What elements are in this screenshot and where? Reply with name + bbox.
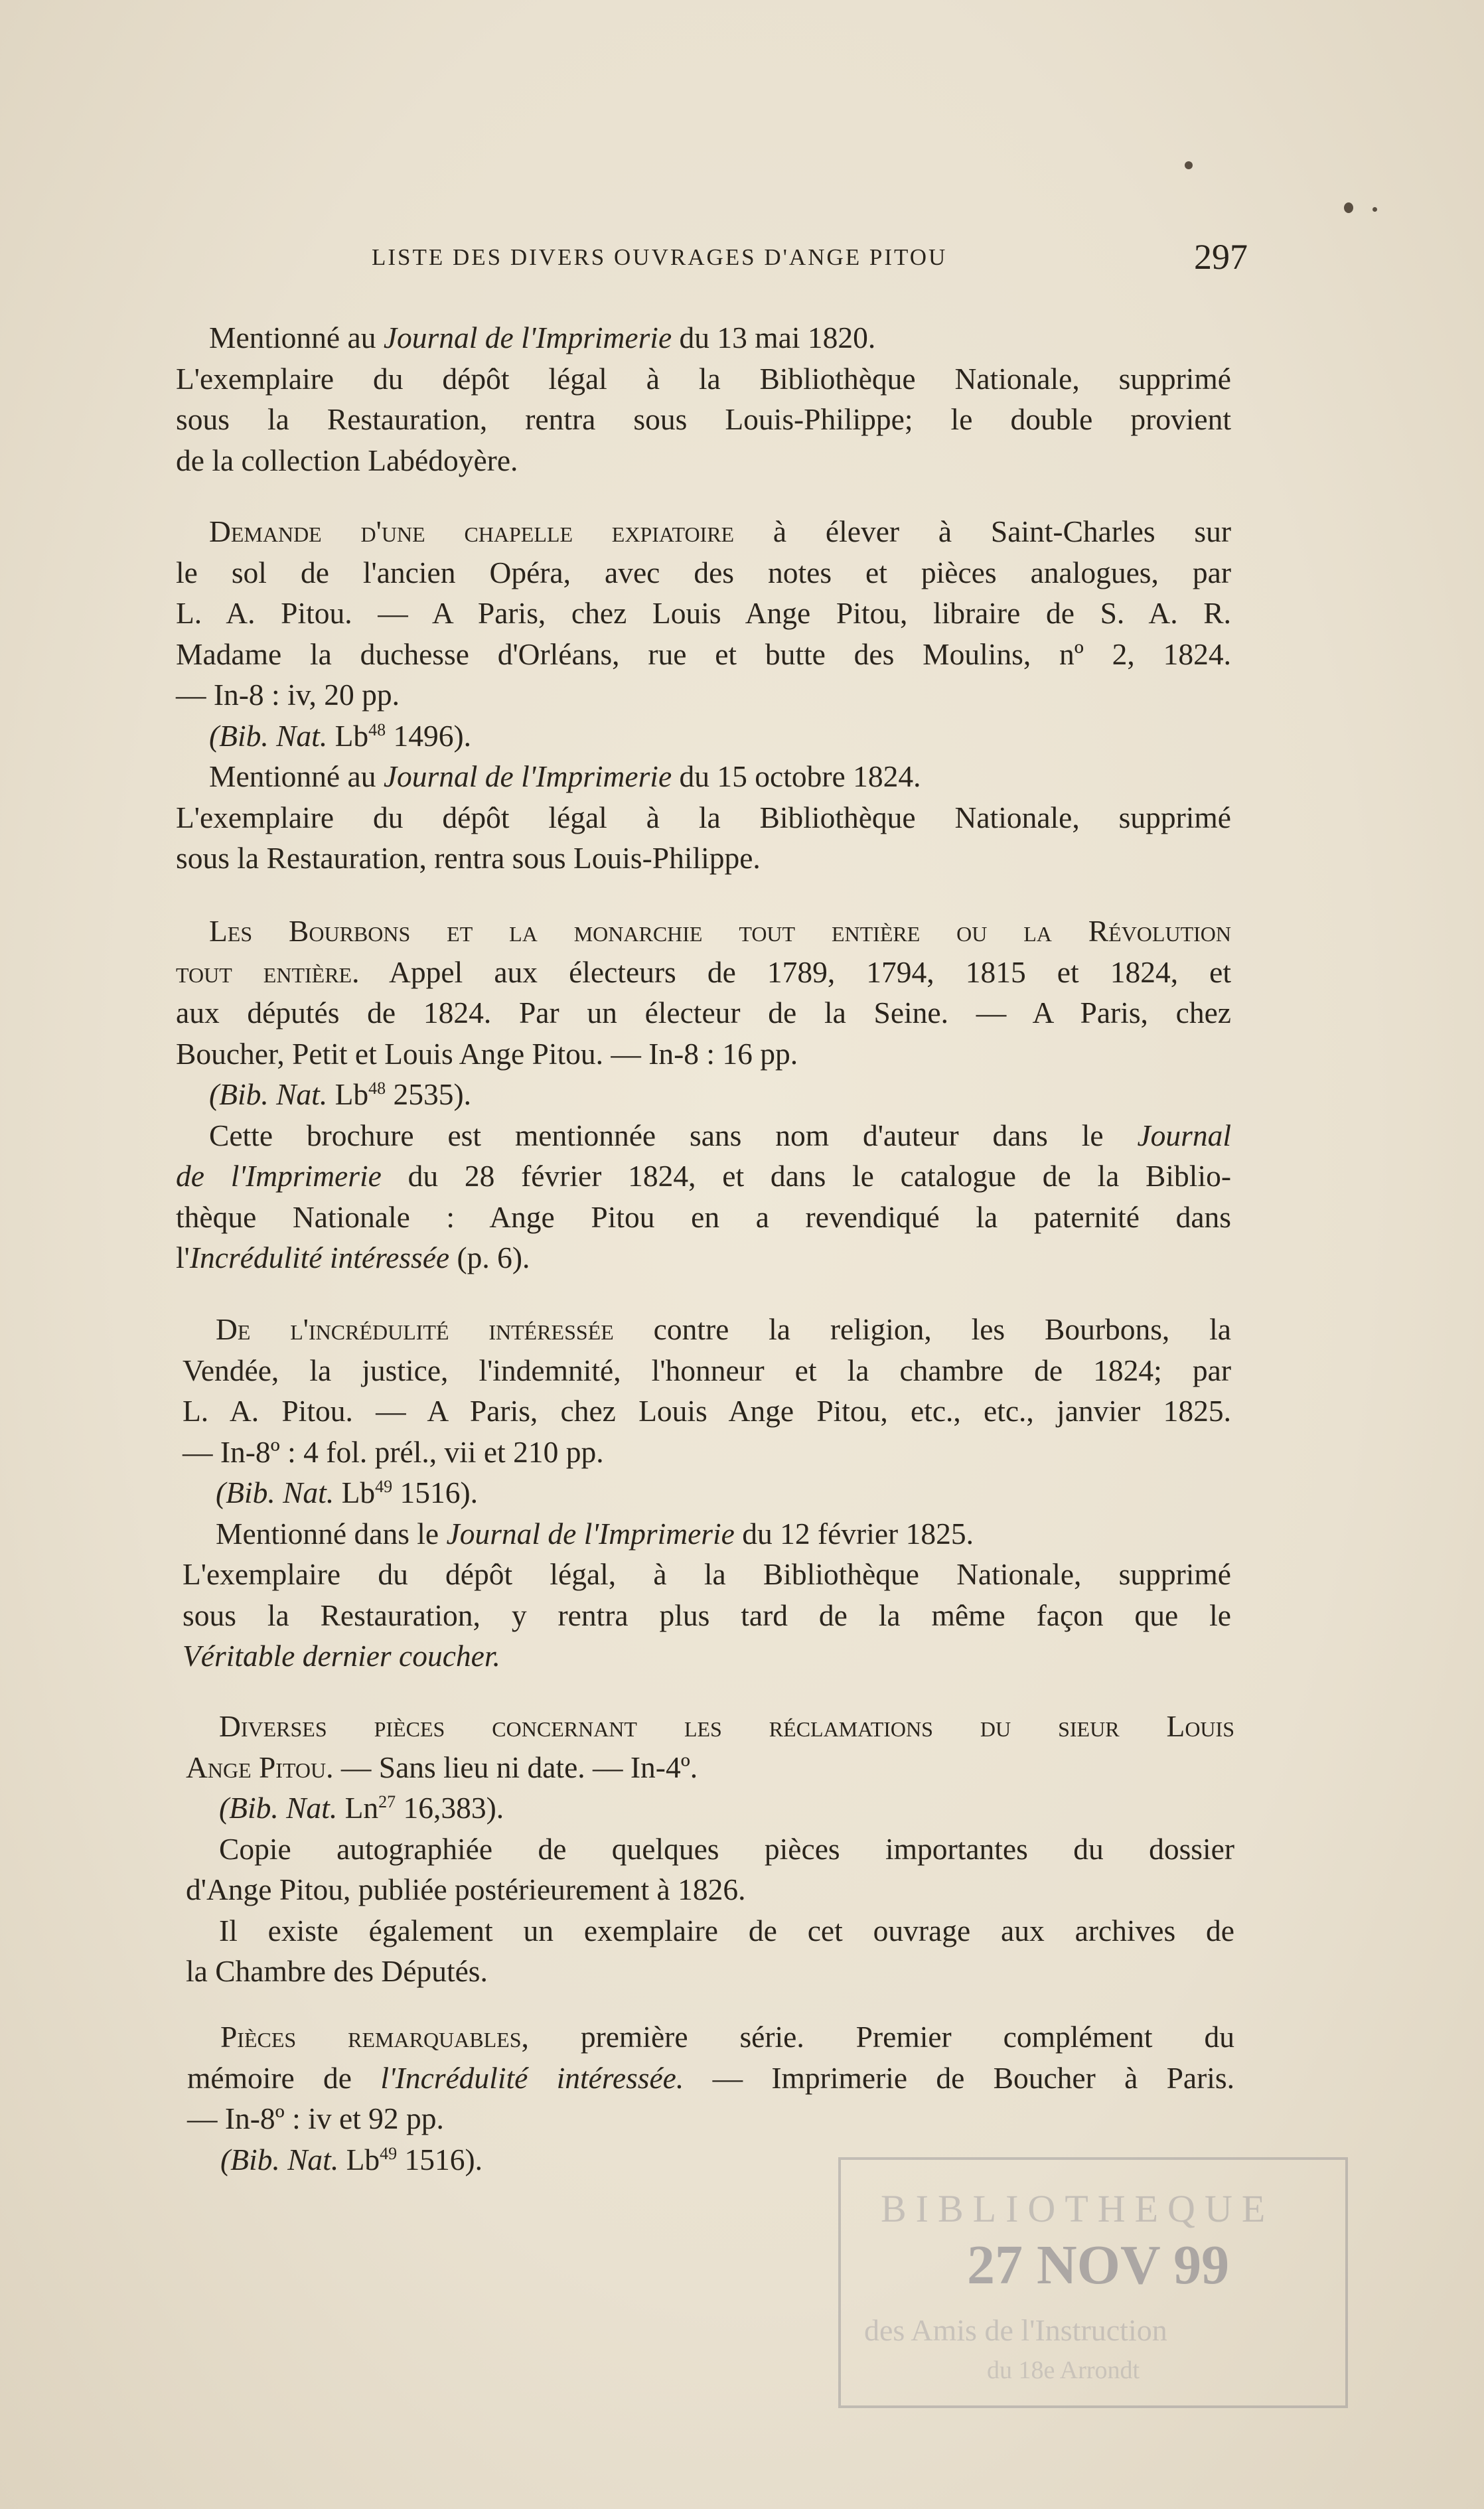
text-line: — In-8º : 4 fol. prél., vii et 210 pp. bbox=[183, 1434, 604, 1469]
text-line: L. A. Pitou. — A Paris, chez Louis Ange Pitou, etc., etc., janvier 1825. bbox=[183, 1394, 1231, 1428]
text-line: Madame la duchesse d'Orléans, rue et butte des Moulins, nº 2, 1824. bbox=[176, 637, 1231, 671]
text-line: — In-8 : iv, 20 pp. bbox=[176, 678, 400, 712]
bibliography-entry bbox=[187, 2016, 1234, 2180]
entry-title-line: Pièces remarquables, première série. Premier complément du bbox=[220, 2020, 1234, 2054]
text-line: L. A. Pitou. — A Paris, chez Louis Ange Pitou, libraire de S. A. R. bbox=[176, 596, 1231, 630]
text-line: Ange Pitou. — Sans lieu ni date. — In-4º. bbox=[186, 1750, 698, 1784]
bibliography-entry bbox=[176, 911, 1231, 1278]
text-line: aux députés de 1824. Par un électeur de la Seine. — A Paris, chez bbox=[176, 996, 1231, 1029]
text-line: Boucher, Petit et Louis Ange Pitou. — In-8 : 16 pp. bbox=[176, 1036, 798, 1071]
text-line: sous la Restauration, rentra sous Louis-Philippe. bbox=[176, 841, 761, 875]
text-line: tout entière. Appel aux électeurs de 1789, 1794, 1815 et 1824, et bbox=[176, 954, 1231, 989]
entry-title-line: Demande d'une chapelle expiatoire à élever à Saint-Charles sur bbox=[209, 514, 1231, 548]
library-reference: (Bib. Nat. Lb$^{48}$ 2535). bbox=[209, 1077, 472, 1111]
text-line: Mentionné au Journal de l'Imprimerie du 15 octobre 1824. bbox=[209, 759, 921, 793]
ink-speck bbox=[1373, 207, 1377, 212]
text-line: L'exemplaire du dépôt légal à la Bibliothèque Nationale, supprimé bbox=[176, 361, 1231, 396]
text-line: d'Ange Pitou, publiée postérieurement à 1826. bbox=[186, 1872, 746, 1906]
text-line: mémoire de l'Incrédulité intéressée. — Imprimerie de Boucher à Paris. bbox=[187, 2060, 1234, 2095]
entry-title-line: De l'incrédulité intéressée contre la religion, les Bourbons, la bbox=[216, 1312, 1231, 1346]
entry-title-line: Les Bourbons et la monarchie tout entière ou la Révolution bbox=[209, 914, 1231, 948]
library-reference: (Bib. Nat. Lb$^{49}$ 1516). bbox=[216, 1476, 479, 1509]
library-reference: (Bib. Nat. Lb$^{48}$ 1496). bbox=[209, 718, 472, 753]
text-line: sous la Restauration, y rentra plus tard de la même façon que le bbox=[183, 1598, 1231, 1632]
entry-title-line: Diverses pièces concernant les réclamations du sieur Louis bbox=[219, 1709, 1234, 1743]
text-line: — In-8º : iv et 92 pp. bbox=[187, 2101, 444, 2135]
text-line: L'exemplaire du dépôt légal, à la Bibliothèque Nationale, supprimé bbox=[183, 1557, 1231, 1591]
text-line: L'exemplaire du dépôt légal à la Bibliothèque Nationale, supprimé bbox=[176, 800, 1231, 834]
stamp-date: 27 NOV 99 bbox=[967, 2234, 1230, 2296]
running-header bbox=[372, 239, 1248, 279]
text-line: Mentionné dans le Journal de l'Imprimerie du 12 février 1825. bbox=[216, 1516, 974, 1551]
bibliography-entry bbox=[183, 1309, 1231, 1677]
stamp-society: des Amis de l'Instruction bbox=[864, 2313, 1167, 2347]
stamp-district: du 18e Arrondt bbox=[987, 2356, 1140, 2384]
text-line: Il existe également un exemplaire de cet ouvrage aux archives de bbox=[219, 1913, 1234, 1947]
library-stamp bbox=[838, 2157, 1348, 2408]
page-number: 297 bbox=[1194, 237, 1248, 277]
text-line: la Chambre des Députés. bbox=[186, 1954, 488, 1988]
paragraph-continuation bbox=[176, 317, 1231, 481]
text-line: Mentionné au Journal de l'Imprimerie du 13 mai 1820. bbox=[209, 321, 876, 354]
bibliography-entry bbox=[186, 1706, 1234, 1992]
text-line: de l'Imprimerie du 28 février 1824, et dans le catalogue de la Biblio- bbox=[176, 1159, 1231, 1193]
running-title: LISTE DES DIVERS OUVRAGES D'ANGE PITOU bbox=[372, 244, 948, 270]
text-line: Véritable dernier coucher. bbox=[183, 1639, 500, 1673]
ink-speck bbox=[1185, 161, 1193, 169]
text-line: l'Incrédulité intéressée (p. 6). bbox=[176, 1241, 530, 1274]
bibliography-entry bbox=[176, 511, 1231, 879]
text-line: le sol de l'ancien Opéra, avec des notes et pièces analogues, par bbox=[176, 555, 1231, 589]
text-line: sous la Restauration, rentra sous Louis-Philippe; le double provient bbox=[176, 402, 1231, 436]
library-reference: (Bib. Nat. Ln$^{27}$ 16,383). bbox=[219, 1791, 504, 1825]
ink-speck bbox=[1344, 202, 1353, 213]
text-line: de la collection Labédoyère. bbox=[176, 443, 518, 477]
text-line: Vendée, la justice, l'indemnité, l'honneur et la chambre de 1824; par bbox=[183, 1353, 1231, 1387]
text-line: thèque Nationale : Ange Pitou en a revendiqué la paternité dans bbox=[176, 1199, 1231, 1234]
text-line: Copie autographiée de quelques pièces importantes du dossier bbox=[219, 1831, 1234, 1866]
library-reference: (Bib. Nat. Lb$^{49}$ 1516). bbox=[220, 2142, 483, 2176]
text-line: Cette brochure est mentionnée sans nom d'auteur dans le Journal bbox=[209, 1118, 1231, 1152]
stamp-library-name: BIBLIOTHEQUE bbox=[881, 2187, 1275, 2230]
